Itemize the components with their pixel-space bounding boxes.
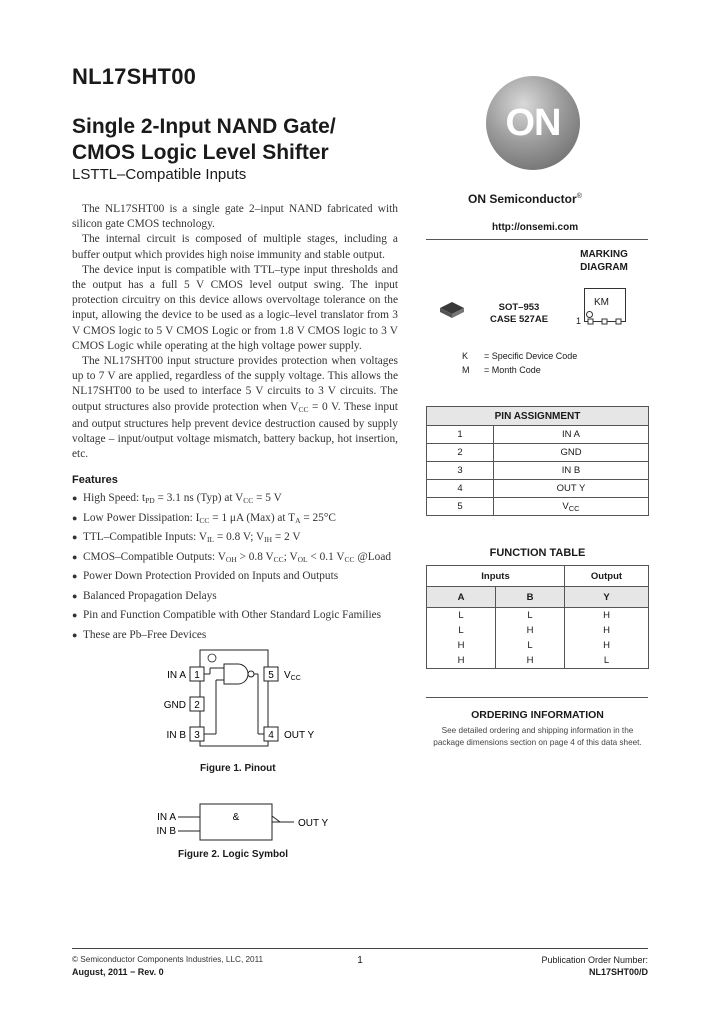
text-run: = 1 μA (Max) at T [209, 511, 296, 524]
table-header-row [427, 407, 649, 426]
pin1-dot-icon [208, 654, 216, 662]
features-list [72, 492, 412, 648]
text-run: ON Semiconductor [468, 192, 577, 206]
text-run: Low Power Dissipation: I [83, 511, 200, 524]
logic-symbol-diagram [150, 800, 340, 845]
bullet-icon: ● [72, 610, 78, 620]
feature-item [72, 492, 412, 512]
subscript: PD [145, 496, 155, 505]
subscript: CC [290, 675, 301, 682]
feature-item [72, 609, 412, 629]
nand-bubble-icon [248, 671, 254, 677]
pin-label-in-b: IN B [166, 730, 186, 741]
divider [426, 697, 648, 698]
subscript: CC [199, 515, 210, 525]
text-run: Pin and Function Compatible with Other Standard Logic Families [83, 609, 382, 621]
table-cell: H [565, 638, 649, 653]
text-line: SOT–953 [498, 302, 540, 313]
feature-item [72, 590, 412, 610]
nand-gate-icon [224, 664, 248, 684]
ordering-text: See detailed ordering and shipping information in the package dimensions section on page 4 of this data sheet. [433, 726, 642, 747]
package-name [484, 302, 554, 326]
table-cell: H [565, 608, 649, 624]
table-cell: L [565, 653, 649, 669]
footer-divider [72, 948, 648, 949]
legend-item [462, 363, 577, 377]
table-cell: H [496, 623, 565, 638]
subtitle: LSTTL–Compatible Inputs [72, 166, 247, 183]
subscript: A [295, 515, 301, 525]
bullet-icon: ● [72, 590, 78, 601]
subscript: CC [344, 554, 355, 564]
on-logo [486, 76, 580, 170]
table-row [427, 480, 649, 498]
text-run: = 3.1 ns (Typ) at V [154, 492, 244, 504]
text-run: = 0.8 V; V [214, 531, 265, 543]
text-line: CASE 527AE [489, 314, 549, 325]
negation-icon [272, 816, 280, 822]
output-header: Output [565, 566, 649, 587]
inputs-header: Inputs [427, 566, 565, 587]
description-paragraph: The NL17SHT00 is a single gate 2–input NAND fabricated with silicon gate CMOS technology. [72, 203, 398, 231]
feature-item [72, 512, 412, 532]
text-run: = 0 V. These input and output structures help prevent device destruction caused by supply voltage – input/output voltage mismatch, battery backup, hot insertion, etc. [72, 400, 398, 461]
legend-key: M [462, 365, 470, 375]
text-run: High Speed: t [83, 492, 146, 504]
text-run: < 0.1 V [307, 550, 345, 563]
marking-pins [584, 318, 626, 326]
input-label-a: IN A [157, 812, 176, 823]
pin-pad [602, 319, 607, 324]
subscript: CC [273, 554, 284, 564]
pin-number: 2 [194, 700, 200, 711]
table-row [427, 638, 649, 653]
pin-number: 4 [268, 730, 274, 741]
table-row [427, 462, 649, 480]
feature-item [72, 531, 412, 551]
text-run: TTL–Compatible Inputs: V [83, 531, 208, 543]
table-cell: L [427, 608, 496, 624]
chip-package-icon [438, 300, 466, 320]
bullet-icon: ● [72, 571, 78, 581]
marking-diagram-label [570, 248, 638, 274]
pin-assignment-table [426, 406, 649, 516]
description-paragraph [72, 354, 398, 462]
revision: August, 2011 − Rev. 0 [72, 967, 164, 977]
name-cell: OUT Y [494, 480, 649, 498]
pin-pad [616, 319, 621, 324]
pin-number: 1 [194, 670, 200, 681]
feature-item [72, 570, 412, 590]
pin-cell: 5 [427, 498, 494, 516]
text-run: > 0.8 V [236, 550, 274, 563]
company-name [468, 192, 582, 206]
function-table [426, 565, 649, 669]
feature-item [72, 551, 412, 571]
text-run: = 25°C [300, 511, 336, 524]
table-row [427, 623, 649, 638]
legend-key: K [462, 351, 469, 361]
website-link[interactable]: http://onsemi.com [492, 222, 579, 233]
pin-label-in-a: IN A [167, 670, 186, 681]
table-group-row [427, 566, 649, 587]
text-run: = 5 V [253, 492, 282, 504]
name-cell: IN A [494, 426, 649, 444]
text-run: V [562, 500, 569, 512]
marking-legend [462, 349, 577, 377]
pin-number: 3 [194, 730, 200, 741]
description-paragraph: The internal circuit is composed of multiple stages, including a buffer output which provides high noise immunity and stable output. [72, 233, 398, 261]
name-cell: IN B [494, 462, 649, 480]
table-row [427, 426, 649, 444]
description [72, 202, 398, 462]
table-cell: L [496, 638, 565, 653]
text-run: = 2 V [272, 531, 301, 543]
text-run: V [290, 400, 299, 413]
text-run: The NL17SHT00 input structure provides protection when voltages up to 7 V are applied, regardless of the supply voltage. This allows the NL17SHT00 to be used to interface 5 V circuits to 3 V circuits. The output structures also provide protection when [72, 355, 398, 413]
table-row [427, 653, 649, 669]
function-table-title: FUNCTION TABLE [489, 547, 586, 559]
features-heading: Features [72, 474, 118, 486]
text-line: DIAGRAM [580, 262, 628, 273]
text-run: V [284, 670, 291, 681]
pin-label-out-y: OUT Y [284, 730, 315, 741]
subscript: IH [264, 535, 273, 544]
table-cell: H [565, 623, 649, 638]
table-row [427, 498, 649, 516]
pin-cell: 1 [427, 426, 494, 444]
table-title: PIN ASSIGNMENT [427, 407, 649, 426]
pin-pad [588, 319, 593, 324]
table-cell: L [496, 608, 565, 624]
text-run: @Load [354, 550, 391, 563]
output-label-y: OUT Y [298, 818, 329, 829]
bullet-icon: ● [72, 532, 78, 542]
bullet-icon: ● [72, 512, 78, 523]
table-header-row [427, 587, 649, 608]
table-row [427, 444, 649, 462]
publication-label: Publication Order Number: [541, 955, 648, 965]
description-paragraph: The device input is compatible with TTL–type input thresholds and the output has a full 5 V CMOS level output swing. The input protection circuitry on this device allows overvoltage tolerance on the input, allowing the device to be used as a logic–level translator from 3 V CMOS logic to 5 V CMOS Logic or from 1.8 V CMOS logic to 3 V CMOS Logic while operating at the high voltage power supply. [72, 263, 398, 352]
table-row [427, 608, 649, 624]
part-number: NL17SHT00 [72, 64, 197, 89]
logo-text: ON [505, 102, 561, 144]
column-header: Y [565, 587, 649, 608]
subscript: OH [225, 554, 237, 564]
pinout-diagram [160, 648, 320, 758]
text-run: Balanced Propagation Delays [83, 589, 217, 602]
marking-code: KM [594, 297, 609, 308]
pin-cell: 4 [427, 480, 494, 498]
legend-desc: = Month Code [484, 365, 541, 375]
text-run: ; V [283, 550, 298, 563]
table-cell: H [496, 653, 565, 669]
table-cell: H [427, 638, 496, 653]
bullet-icon: ● [72, 629, 78, 640]
bullet-icon: ● [72, 493, 78, 503]
text-run: These are Pb–Free Devices [83, 628, 207, 641]
column-header: B [496, 587, 565, 608]
pin-number: 5 [268, 670, 274, 681]
subscript: CC [568, 503, 580, 513]
page-number: 1 [357, 955, 363, 966]
subscript: OL [297, 554, 308, 564]
text-run: CMOS–Compatible Outputs: V [83, 550, 226, 563]
name-cell [494, 498, 649, 516]
registered-mark: ® [576, 193, 582, 200]
table-cell: L [427, 623, 496, 638]
pin-cell: 3 [427, 462, 494, 480]
text-run: Power Down Protection Provided on Inputs and Outputs [83, 570, 339, 582]
bullet-icon: ● [72, 551, 78, 562]
and-symbol: & [232, 812, 240, 823]
publication-order-number: NL17SHT00/D [588, 967, 648, 977]
feature-item [72, 629, 412, 649]
legend-desc: = Specific Device Code [484, 351, 578, 361]
pin-cell: 2 [427, 444, 494, 462]
column-header: A [427, 587, 496, 608]
title-line-1: Single 2-Input NAND Gate/ [72, 115, 336, 138]
text-line: MARKING [580, 249, 628, 260]
input-label-b: IN B [156, 826, 176, 837]
document-title [72, 114, 336, 166]
legend-item [462, 349, 577, 363]
pin-label-vcc [284, 670, 301, 682]
ordering-title: ORDERING INFORMATION [471, 709, 604, 721]
pin1-dot-icon [586, 311, 593, 318]
divider [426, 239, 648, 240]
figure-1-caption: Figure 1. Pinout [200, 763, 276, 774]
name-cell: GND [494, 444, 649, 462]
marking-pin1: 1 [576, 316, 582, 326]
figure-2-caption: Figure 2. Logic Symbol [178, 849, 289, 860]
subscript: CC [243, 496, 254, 505]
subscript: CC [298, 404, 309, 414]
subscript: IL [207, 535, 215, 544]
pin-label-gnd: GND [163, 700, 186, 711]
table-cell: H [427, 653, 496, 669]
copyright: © Semiconductor Components Industries, LLC, 2011 [72, 955, 264, 964]
title-line-2: CMOS Logic Level Shifter [72, 141, 329, 164]
